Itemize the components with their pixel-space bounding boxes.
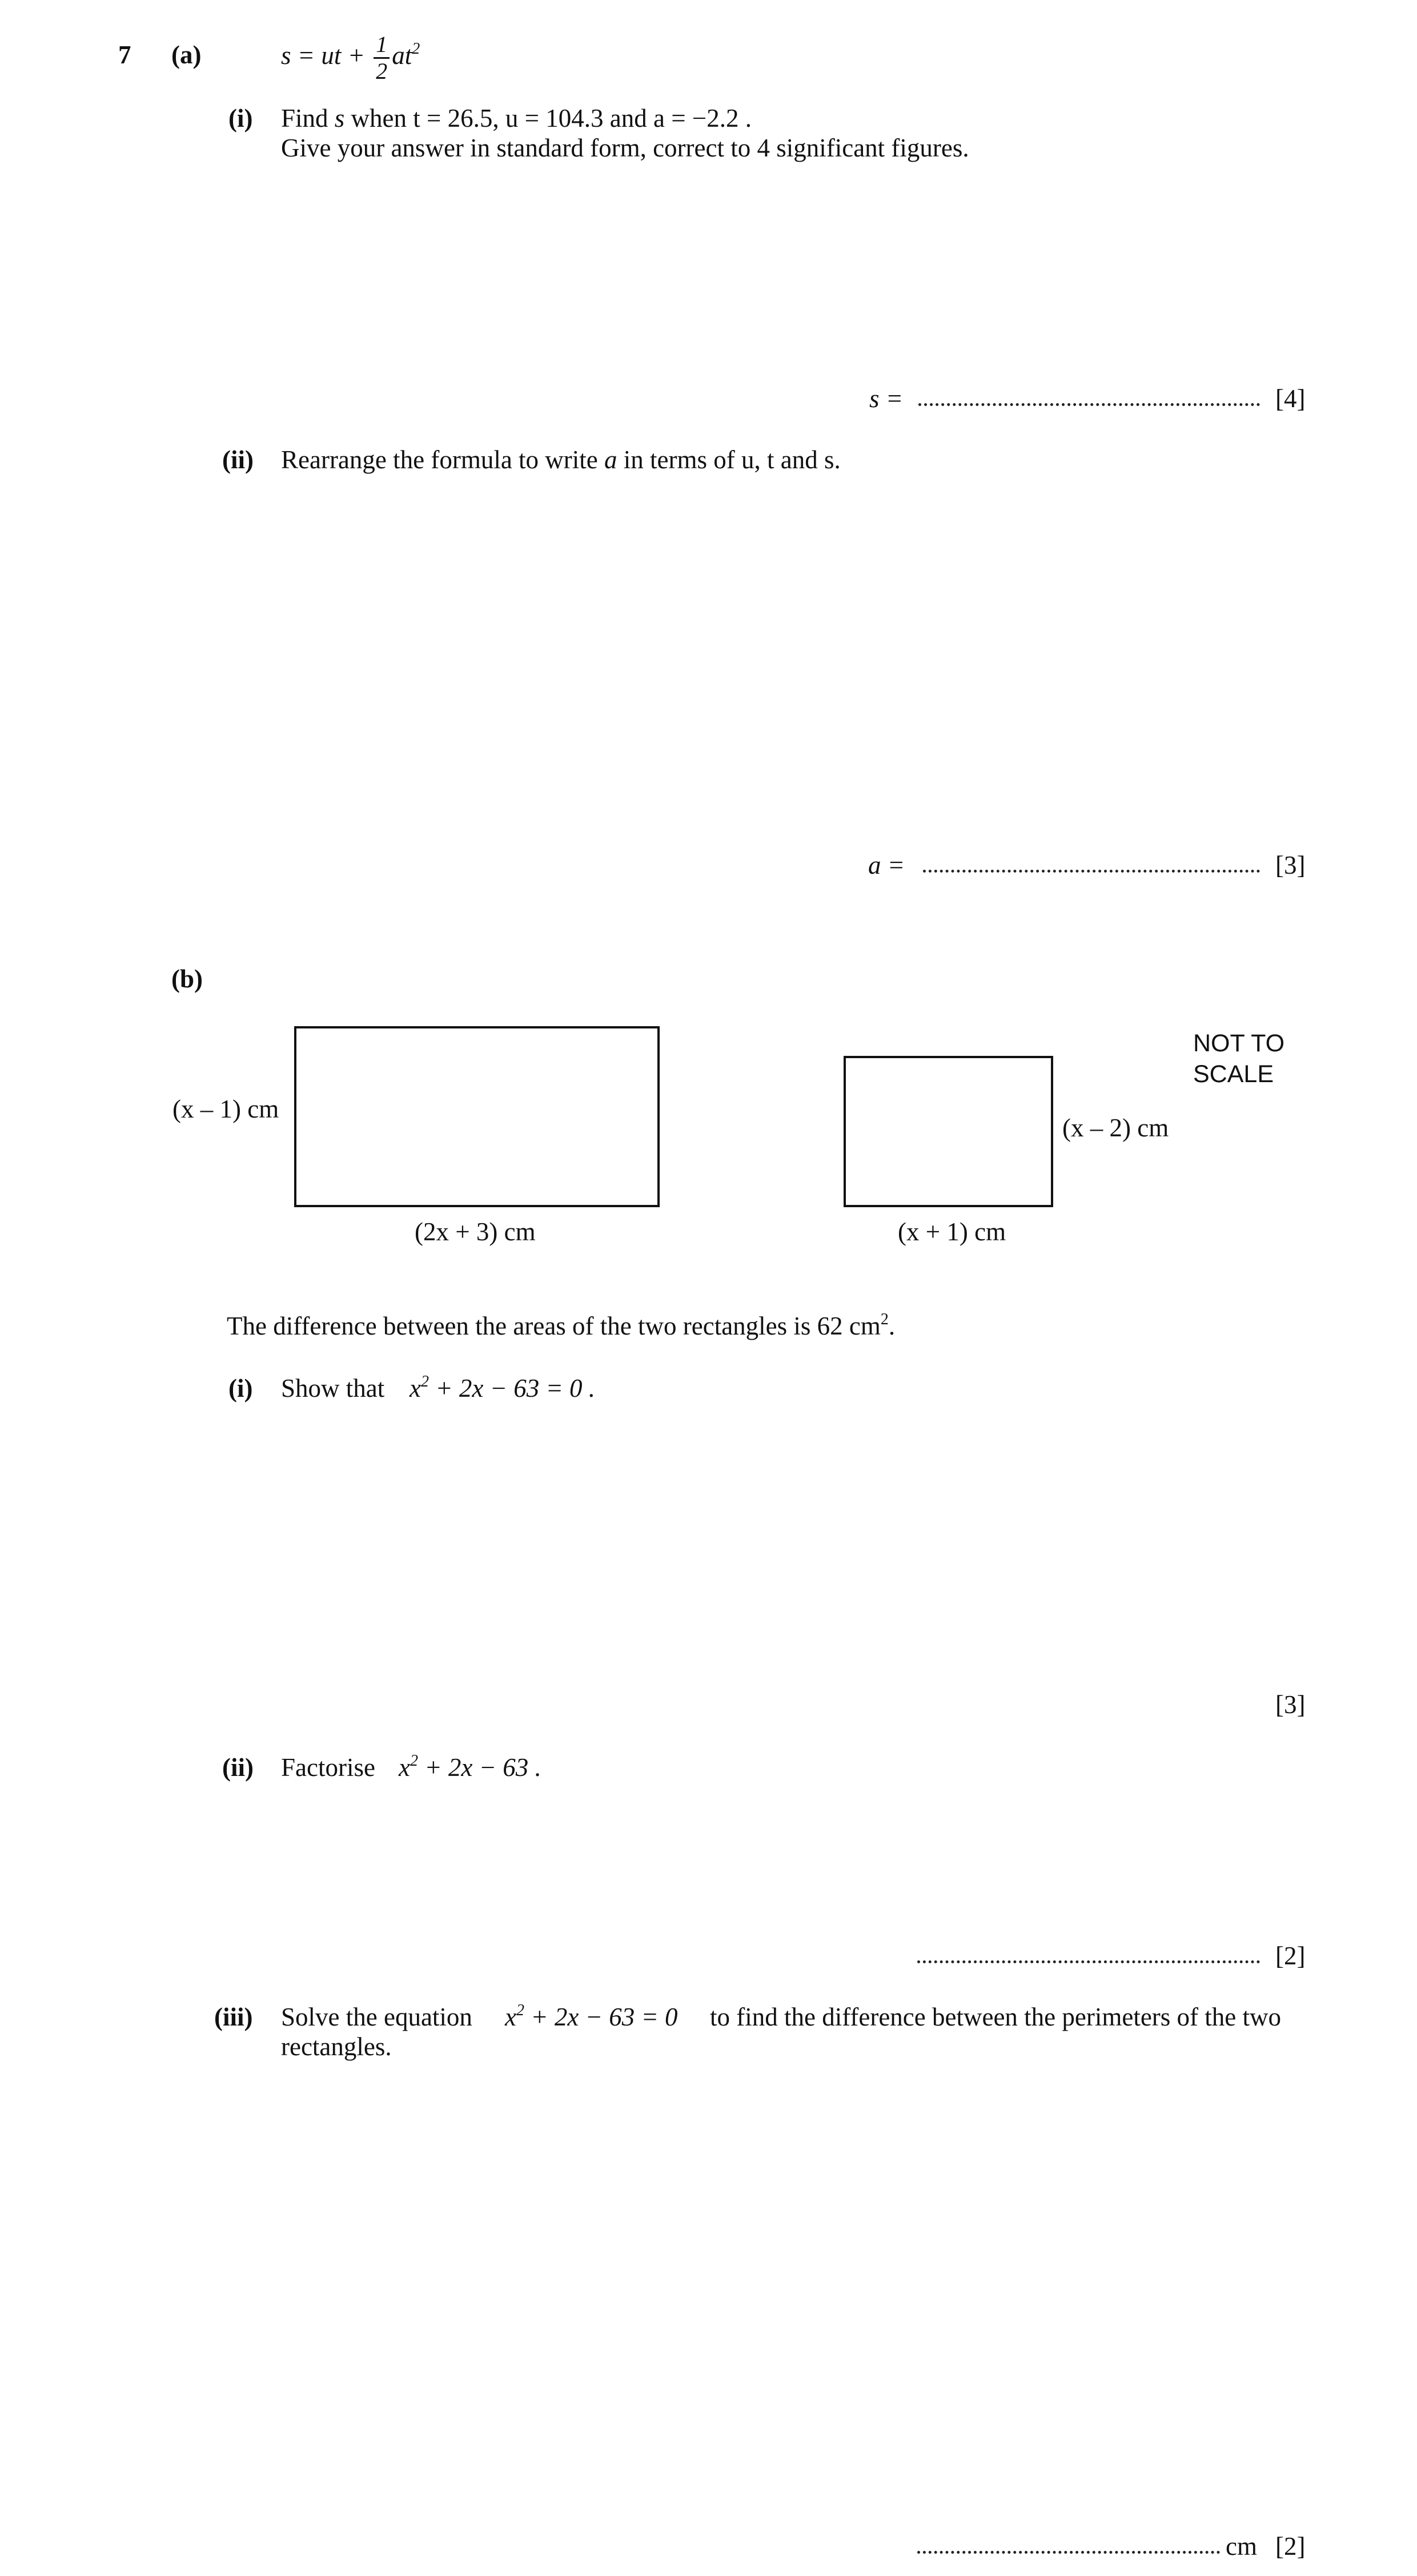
part-a-ii-answer-label: a = bbox=[868, 851, 905, 879]
part-b-iii-eq-x: x bbox=[505, 2003, 516, 2031]
part-a-ii-text bbox=[281, 447, 841, 473]
formula-fraction bbox=[374, 33, 390, 83]
part-a-i-line2: Give your answer in standard form, correct to 4 significant figures. bbox=[281, 134, 969, 162]
part-a-ii-text-1: Rearrange the formula to write bbox=[281, 445, 605, 474]
part-a-i-values: t = 26.5, u = 104.3 and a = −2.2 . bbox=[413, 104, 752, 132]
part-b-ii-answer-line[interactable] bbox=[917, 1960, 1260, 1963]
part-b-label: (b) bbox=[171, 965, 203, 993]
formula-exponent: 2 bbox=[412, 39, 420, 58]
part-b-iii-marks: [2] bbox=[1275, 2532, 1306, 2561]
part-a-ii-label: (ii) bbox=[222, 445, 254, 474]
part-a-ii-var-a: a bbox=[604, 445, 617, 474]
formula bbox=[281, 33, 420, 83]
part-b-i-label: (i) bbox=[228, 1374, 253, 1402]
part-b-iii-eq-exp: 2 bbox=[516, 2002, 524, 2019]
not-to-scale-line2: SCALE bbox=[1193, 1060, 1274, 1088]
part-b-iii-label: (iii) bbox=[214, 2003, 253, 2031]
part-a-ii-marks: [3] bbox=[1275, 851, 1306, 879]
part-a-i-marks: [4] bbox=[1275, 384, 1306, 413]
part-b-iii-line2: rectangles. bbox=[281, 2032, 392, 2061]
part-a-i-text-2: when bbox=[344, 104, 414, 132]
part-b-ii-eq-exp: 2 bbox=[410, 1752, 418, 1770]
part-b-iii-unit: cm bbox=[1226, 2532, 1257, 2561]
part-b-iii-text-before: Solve the equation bbox=[281, 2003, 472, 2031]
statement-exponent: 2 bbox=[880, 1311, 889, 1328]
part-b-ii-label: (ii) bbox=[222, 1753, 254, 1782]
part-a-i-answer-line[interactable] bbox=[918, 403, 1260, 406]
part-b-i-marks: [3] bbox=[1275, 1690, 1306, 1719]
not-to-scale-line1: NOT TO bbox=[1193, 1030, 1285, 1057]
part-a-ii-vars: u, t and s. bbox=[741, 445, 841, 474]
part-b-iii-answer-line[interactable] bbox=[917, 2551, 1220, 2554]
part-a-ii-text-2: in terms of bbox=[617, 445, 741, 474]
part-b-ii-text: Factorise bbox=[281, 1753, 375, 1782]
formula-numerator: 1 bbox=[374, 33, 390, 59]
part-b-i-eq-rest: + 2x − 63 = 0 . bbox=[428, 1374, 596, 1402]
rectangle-small bbox=[844, 1056, 1053, 1207]
part-a-label: (a) bbox=[171, 41, 202, 69]
part-b-i-eq-exp: 2 bbox=[420, 1373, 429, 1391]
statement-text: The difference between the areas of the two rectangles is 62 cm bbox=[227, 1312, 881, 1340]
statement-end: . bbox=[888, 1312, 896, 1340]
part-b-i-text: Show that bbox=[281, 1374, 385, 1402]
rect1-width-label: (2x + 3) cm bbox=[415, 1217, 536, 1246]
part-b-ii-marks: [2] bbox=[1275, 1942, 1306, 1970]
part-a-i-answer-label: s = bbox=[869, 384, 904, 413]
rectangle-large bbox=[294, 1026, 660, 1207]
part-a-i-text-1: Find bbox=[281, 104, 335, 132]
part-b-iii-equation bbox=[505, 2004, 678, 2030]
part-b-iii-text-after: to find the difference between the perimeters of the two bbox=[710, 2003, 1282, 2031]
formula-lhs: s = ut + bbox=[281, 41, 372, 70]
part-b-i-equation bbox=[410, 1373, 596, 1402]
part-a-i-var-s: s bbox=[334, 104, 345, 132]
rect2-width-label: (x + 1) cm bbox=[898, 1217, 1006, 1246]
formula-rhs: at bbox=[392, 41, 412, 70]
part-b-ii-eq-rest: + 2x − 63 . bbox=[418, 1753, 541, 1782]
part-b-i-eq-x: x bbox=[410, 1374, 421, 1402]
rect2-height-label: (x – 2) cm bbox=[1062, 1114, 1169, 1142]
part-b-ii-eq-x: x bbox=[399, 1753, 410, 1782]
part-a-i-line1 bbox=[281, 106, 752, 131]
part-b-ii-equation bbox=[399, 1752, 541, 1782]
formula-denominator: 2 bbox=[376, 58, 388, 84]
rect1-height-label: (x – 1) cm bbox=[172, 1095, 279, 1123]
part-b-statement bbox=[227, 1313, 895, 1339]
part-b-iii-eq-rest: + 2x − 63 = 0 bbox=[524, 2003, 678, 2031]
part-a-i-label: (i) bbox=[228, 104, 253, 132]
part-a-ii-answer-line[interactable] bbox=[923, 870, 1260, 873]
question-number: 7 bbox=[118, 41, 131, 69]
